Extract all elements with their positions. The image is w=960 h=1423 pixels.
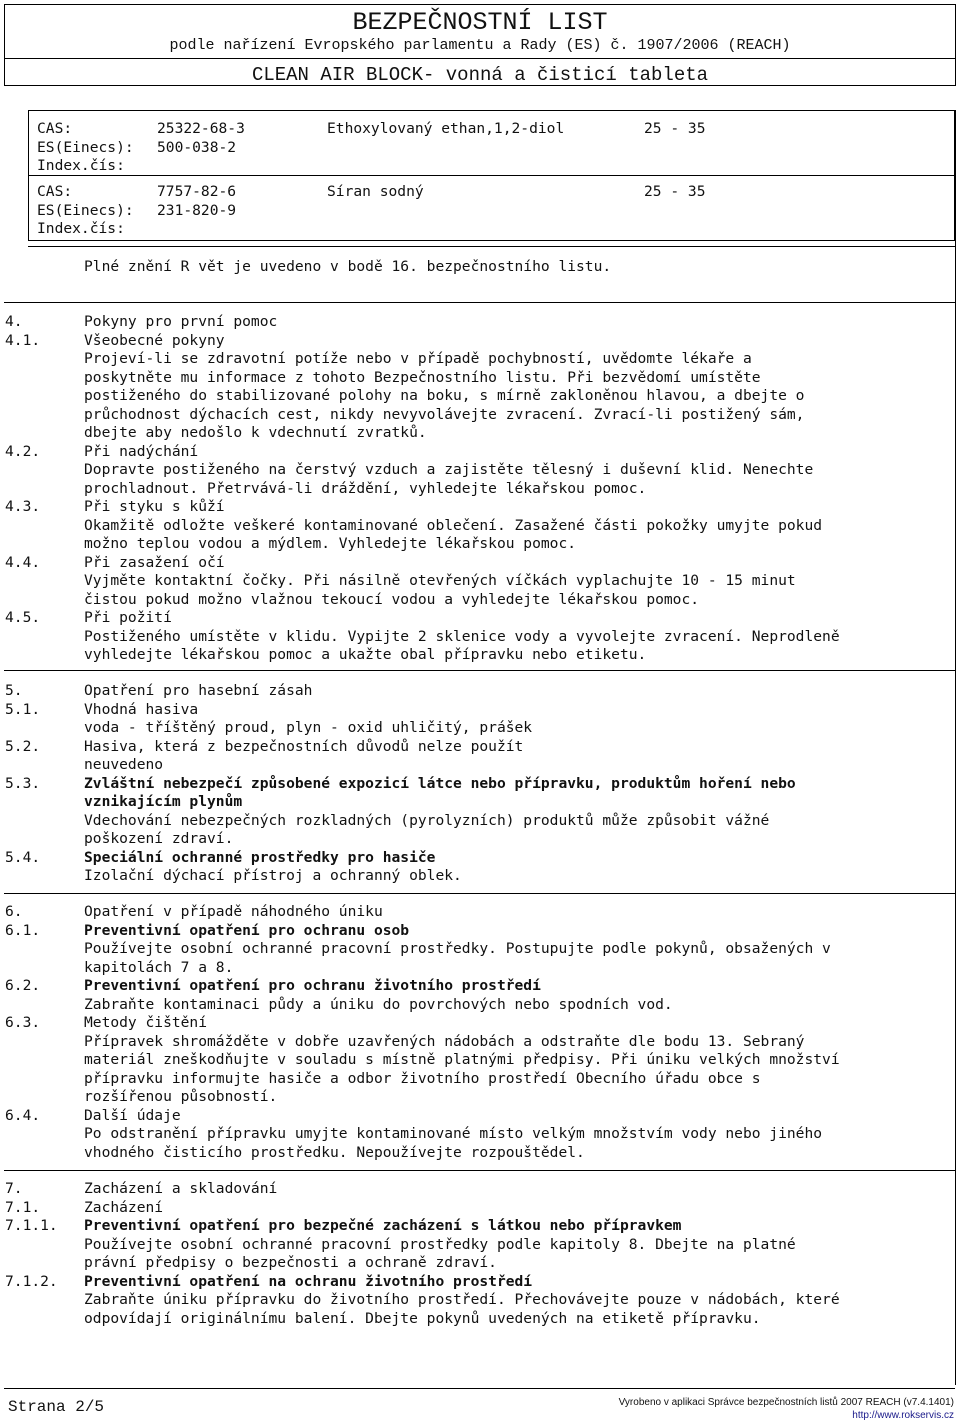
section-number: 5.3. [5,774,41,792]
component-range: 25 - 35 [644,120,706,137]
document-header [4,4,956,86]
section-heading: Zacházení [84,1198,164,1216]
es-label: ES(Einecs): [37,138,134,156]
section-text: Okamžitě odložte veškeré kontaminované oblečení. Zasažené části pokožky umyjte pokud [84,516,823,534]
section-number: 4.4. [5,553,41,571]
section-divider [4,302,955,303]
section-heading: Hasiva, která z bezpečnostních důvodů nelze použít [84,737,524,755]
section-heading: Další údaje [84,1106,181,1124]
section-text: Postiženého umístěte v klidu. Vypijte 2 sklenice vody a vyvolejte zvracení. Neprodleně [84,627,840,645]
section-text: Dopravte postiženého na čerstvý vzduch a zajistěte tělesný i duševní klid. Nenechte [84,461,814,478]
cas-number: 25322-68-3 [157,120,245,137]
section-number: 6.4. [5,1106,41,1124]
frame-right-rule [955,110,956,1385]
section-text: kapitolách 7 a 8. [84,958,234,976]
section-divider [4,670,955,671]
section-number: 7. [5,1180,23,1197]
frame-top-rule [28,246,955,247]
cas-number: 7757-82-6 [157,183,237,200]
section-number: 6.1. [5,921,41,939]
section-text: čistou pokud možno vlažnou tekoucí vodou a vyhledejte lékařskou pomoc. [84,590,700,608]
section-heading: Preventivní opatření pro bezpečné zacházení s látkou nebo přípravkem [84,1217,682,1234]
footer-divider [4,1388,955,1389]
section-number: 7.1.2. [5,1272,58,1290]
section-text: Používejte osobní ochranné pracovní prostředky podle kapitoly 8. Dbejte na platné [84,1235,796,1253]
section-text: odpovídají originálnímu balení. Dbejte pokynů uvedených na etiketě přípravku. [84,1309,761,1327]
section-heading: Při styku s kůží [84,498,225,515]
document-title: BEZPEČNOSTNÍ LIST [352,8,608,37]
section-number: 4.2. [5,442,41,460]
r-phrases-note: Plné znění R vět je uvedeno v bodě 16. bezpečnostního listu. [84,258,612,275]
header-divider [5,58,955,59]
section-number: 4.5. [5,609,41,626]
section-text: voda - tříštěný proud, plyn - oxid uhličitý, prášek [84,719,533,736]
section-heading: Zvláštní nebezpečí způsobené expozicí látce nebo přípravku, produktům hoření nebo [84,774,796,792]
producer-info [619,1396,954,1422]
section-text: Projeví-li se zdravotní potíže nebo v případě pochybností, uvědomte lékaře a [84,350,752,367]
es-label: ES(Einecs): [37,201,134,219]
cas-label: CAS: [37,120,73,137]
section-text: dbejte aby nedošlo k vdechnutí zvratků. [84,424,427,441]
section-number: 6.3. [5,1014,41,1031]
section-heading: Všeobecné pokyny [84,331,225,349]
es-number: 231-820-9 [157,201,237,219]
section-number: 5.2. [5,737,41,755]
section-text: průchodnost dýchacích cest, nikdy nevyvolávejte zvracení. Zvrací-li postižený sám, [84,405,805,423]
section-heading: Opatření pro hasební zásah [84,682,313,699]
section-number: 5.1. [5,700,41,718]
section-text: prochladnout. Přetrvává-li dráždění, vyhledejte lékařskou pomoc. [84,479,647,497]
producer-link[interactable]: http://www.rokservis.cz [852,1410,954,1421]
section-number: 6.2. [5,977,41,994]
section-heading: Při zasažení očí [84,553,225,571]
components-divider [29,175,954,176]
section-text: poškození zdraví. [84,830,234,847]
section-number: 4.1. [5,331,41,349]
section-text: Přípravek shromážděte v dobře uzavřených nádobách a odstraňte dle bodu 13. Sebraný [84,1032,805,1050]
section-text: materiál zneškodňujte v souladu s místně platnými předpisy. Při úniku velkých množství [84,1051,840,1068]
component-name: Ethoxylovaný ethan,1,2-diol [327,120,565,137]
section-text: vhodného čisticího prostředku. Nepoužívejte rozpouštědel. [84,1143,585,1161]
section-text: Izolační dýchací přístroj a ochranný oblek. [84,867,462,884]
section-number: 6. [5,903,23,920]
section-text: přípravku informujte hasiče a odbor životního prostředí Obecního úřadu obce s [84,1069,761,1087]
section-heading: Preventivní opatření pro ochranu životního prostředí [84,977,541,994]
page-number: Strana 2/5 [8,1398,105,1416]
cas-label: CAS: [37,183,73,200]
product-name: CLEAN AIR BLOCK- vonná a čisticí tableta [251,64,709,86]
component-range: 25 - 35 [644,183,706,200]
section-text: Vdechování nebezpečných rozkladných (pyrolyzních) produktů může způsobit vážné [84,811,770,829]
section-text: postiženého do stabilizované polohy na boku, s mírně zakloněnou hlavou, a dbejte o [84,387,805,404]
section-heading: Pokyny pro první pomoc [84,313,278,330]
section-text: právní předpisy o bezpečnosti a ochraně zdraví. [84,1254,497,1271]
section-number: 7.1.1. [5,1217,58,1234]
section-heading: Opatření v případě náhodného úniku [84,903,383,920]
section-text: Vyjměte kontaktní čočky. Při násilně otevřených víčkách vyplachujte 10 - 15 minut [84,572,796,589]
section-heading: Metody čištění [84,1014,208,1031]
section-heading: Zacházení a skladování [84,1180,278,1197]
document-subtitle: podle nařízení Evropského parlamentu a Rady (ES) č. 1907/2006 (REACH) [169,37,791,54]
section-text: možno teplou vodou a mýdlem. Vyhledejte lékařskou pomoc. [84,535,577,552]
section-number: 4.3. [5,498,41,515]
section-heading: Při nadýchání [84,442,199,460]
section-heading: Vhodná hasiva [84,700,199,718]
producer-text: Vyrobeno v aplikaci Správce bezpečnostních listů 2007 REACH (v7.4.1401) [618,1397,954,1408]
index-label: Index.čís: [37,220,125,237]
section-text: Po odstranění přípravku umyjte kontaminované místo velkým množstvím vody nebo jiného [84,1125,823,1142]
index-label: Index.čís: [37,157,125,174]
section-number: 5.4. [5,848,41,866]
section-text: poskytněte mu informace z tohoto Bezpečnostního listu. Při bezvědomí umístěte [84,368,761,386]
section-number: 4. [5,313,23,330]
section-heading: Preventivní opatření na ochranu životního prostředí [84,1272,533,1290]
section-divider [4,1170,955,1171]
section-number: 5. [5,682,23,699]
es-number: 500-038-2 [157,138,237,156]
section-number: 7.1. [5,1198,41,1216]
section-text: Zabraňte kontaminaci půdy a úniku do povrchových nebo spodních vod. [84,995,673,1013]
section-text: vyhledejte lékařskou pomoc a ukažte obal přípravku nebo etiketu. [84,646,647,663]
section-text: vznikajícím plynům [84,793,243,810]
section-divider [4,893,955,894]
section-heading: Při požití [84,609,172,626]
section-heading: Speciální ochranné prostředky pro hasiče [84,848,436,866]
section-heading: Preventivní opatření pro ochranu osob [84,921,410,939]
component-name: Síran sodný [327,183,424,200]
section-text: Zabraňte úniku přípravku do životního prostředí. Přechovávejte pouze v nádobách, které [84,1291,840,1308]
section-text: rozšířenou působností. [84,1088,278,1105]
section-text: neuvedeno [84,756,164,773]
section-text: Používejte osobní ochranné pracovní prostředky. Postupujte podle pokynů, obsažených v [84,940,831,957]
